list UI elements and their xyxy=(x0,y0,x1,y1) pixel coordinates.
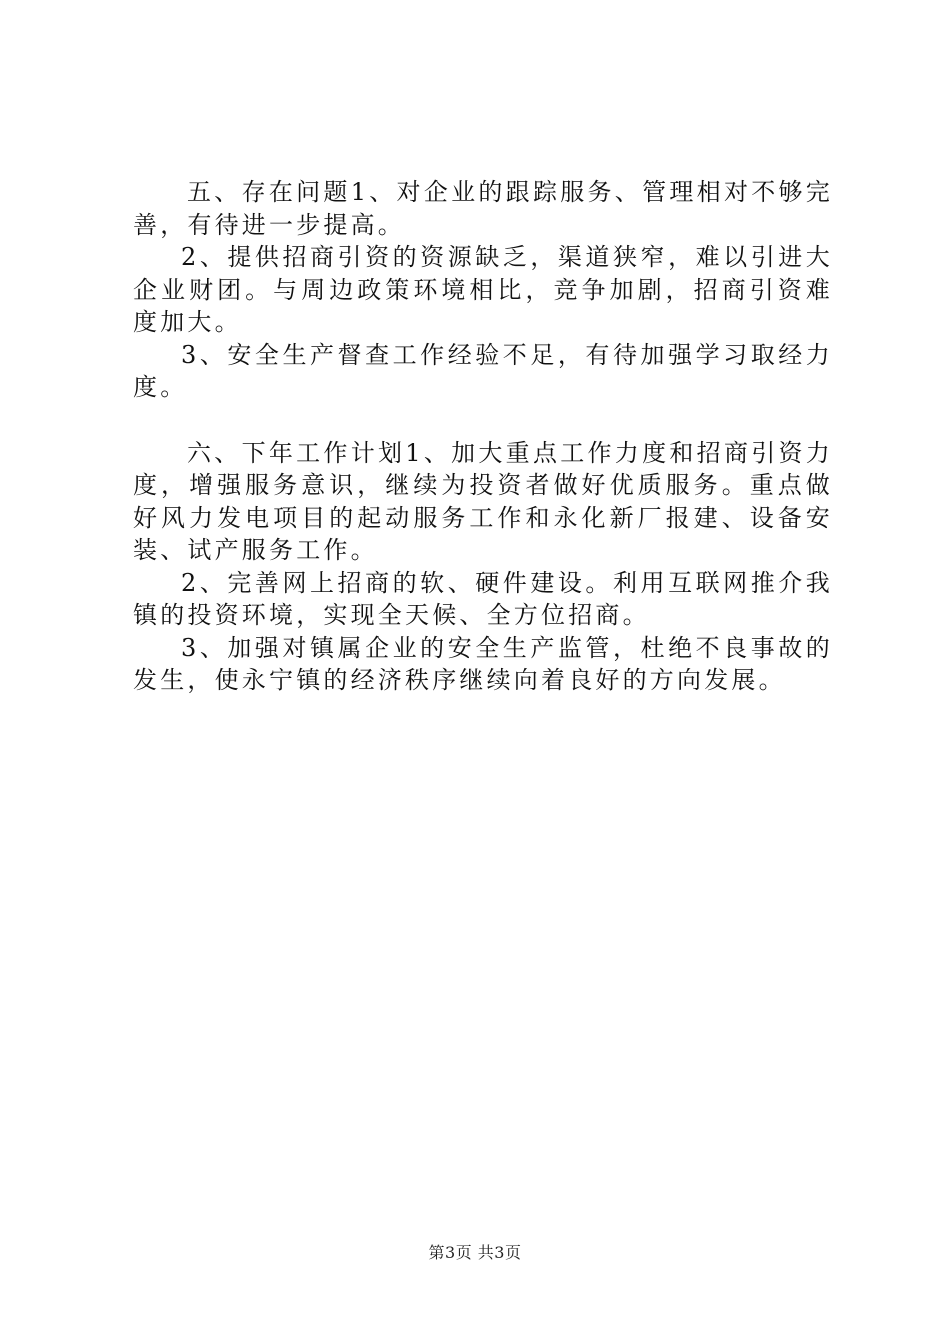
section-six-paragraph: 六、下年工作计划1、加大重点工作力度和招商引资力度，增强服务意识，继续为投资者做好优质服务。重点做好风力发电项目的起动服务工作和永化新厂报建、设备安装、试产服务工作。 xyxy=(133,438,833,564)
plan-three-paragraph: 3、加强对镇属企业的安全生产监管，杜绝不良事故的发生，使永宁镇的经济秩序继续向着良好的方向发展。 xyxy=(133,633,833,694)
problem-two-paragraph: 2、提供招商引资的资源缺乏，渠道狭窄，难以引进大企业财团。与周边政策环境相比，竞争加剧，招商引资难度加大。 xyxy=(133,243,833,336)
problem-three-paragraph: 3、安全生产督查工作经验不足，有待加强学习取经力度。 xyxy=(133,340,833,401)
section-five-paragraph: 五、存在问题1、对企业的跟踪服务、管理相对不够完善，有待进一步提高。 xyxy=(133,178,833,239)
plan-two-paragraph: 2、完善网上招商的软、硬件建设。利用互联网推介我镇的投资环境，实现全天候、全方位招商。 xyxy=(133,568,833,629)
paragraph-spacer xyxy=(133,404,833,437)
page-footer: 第3页 共3页 xyxy=(428,1243,522,1262)
document-body xyxy=(133,176,833,697)
